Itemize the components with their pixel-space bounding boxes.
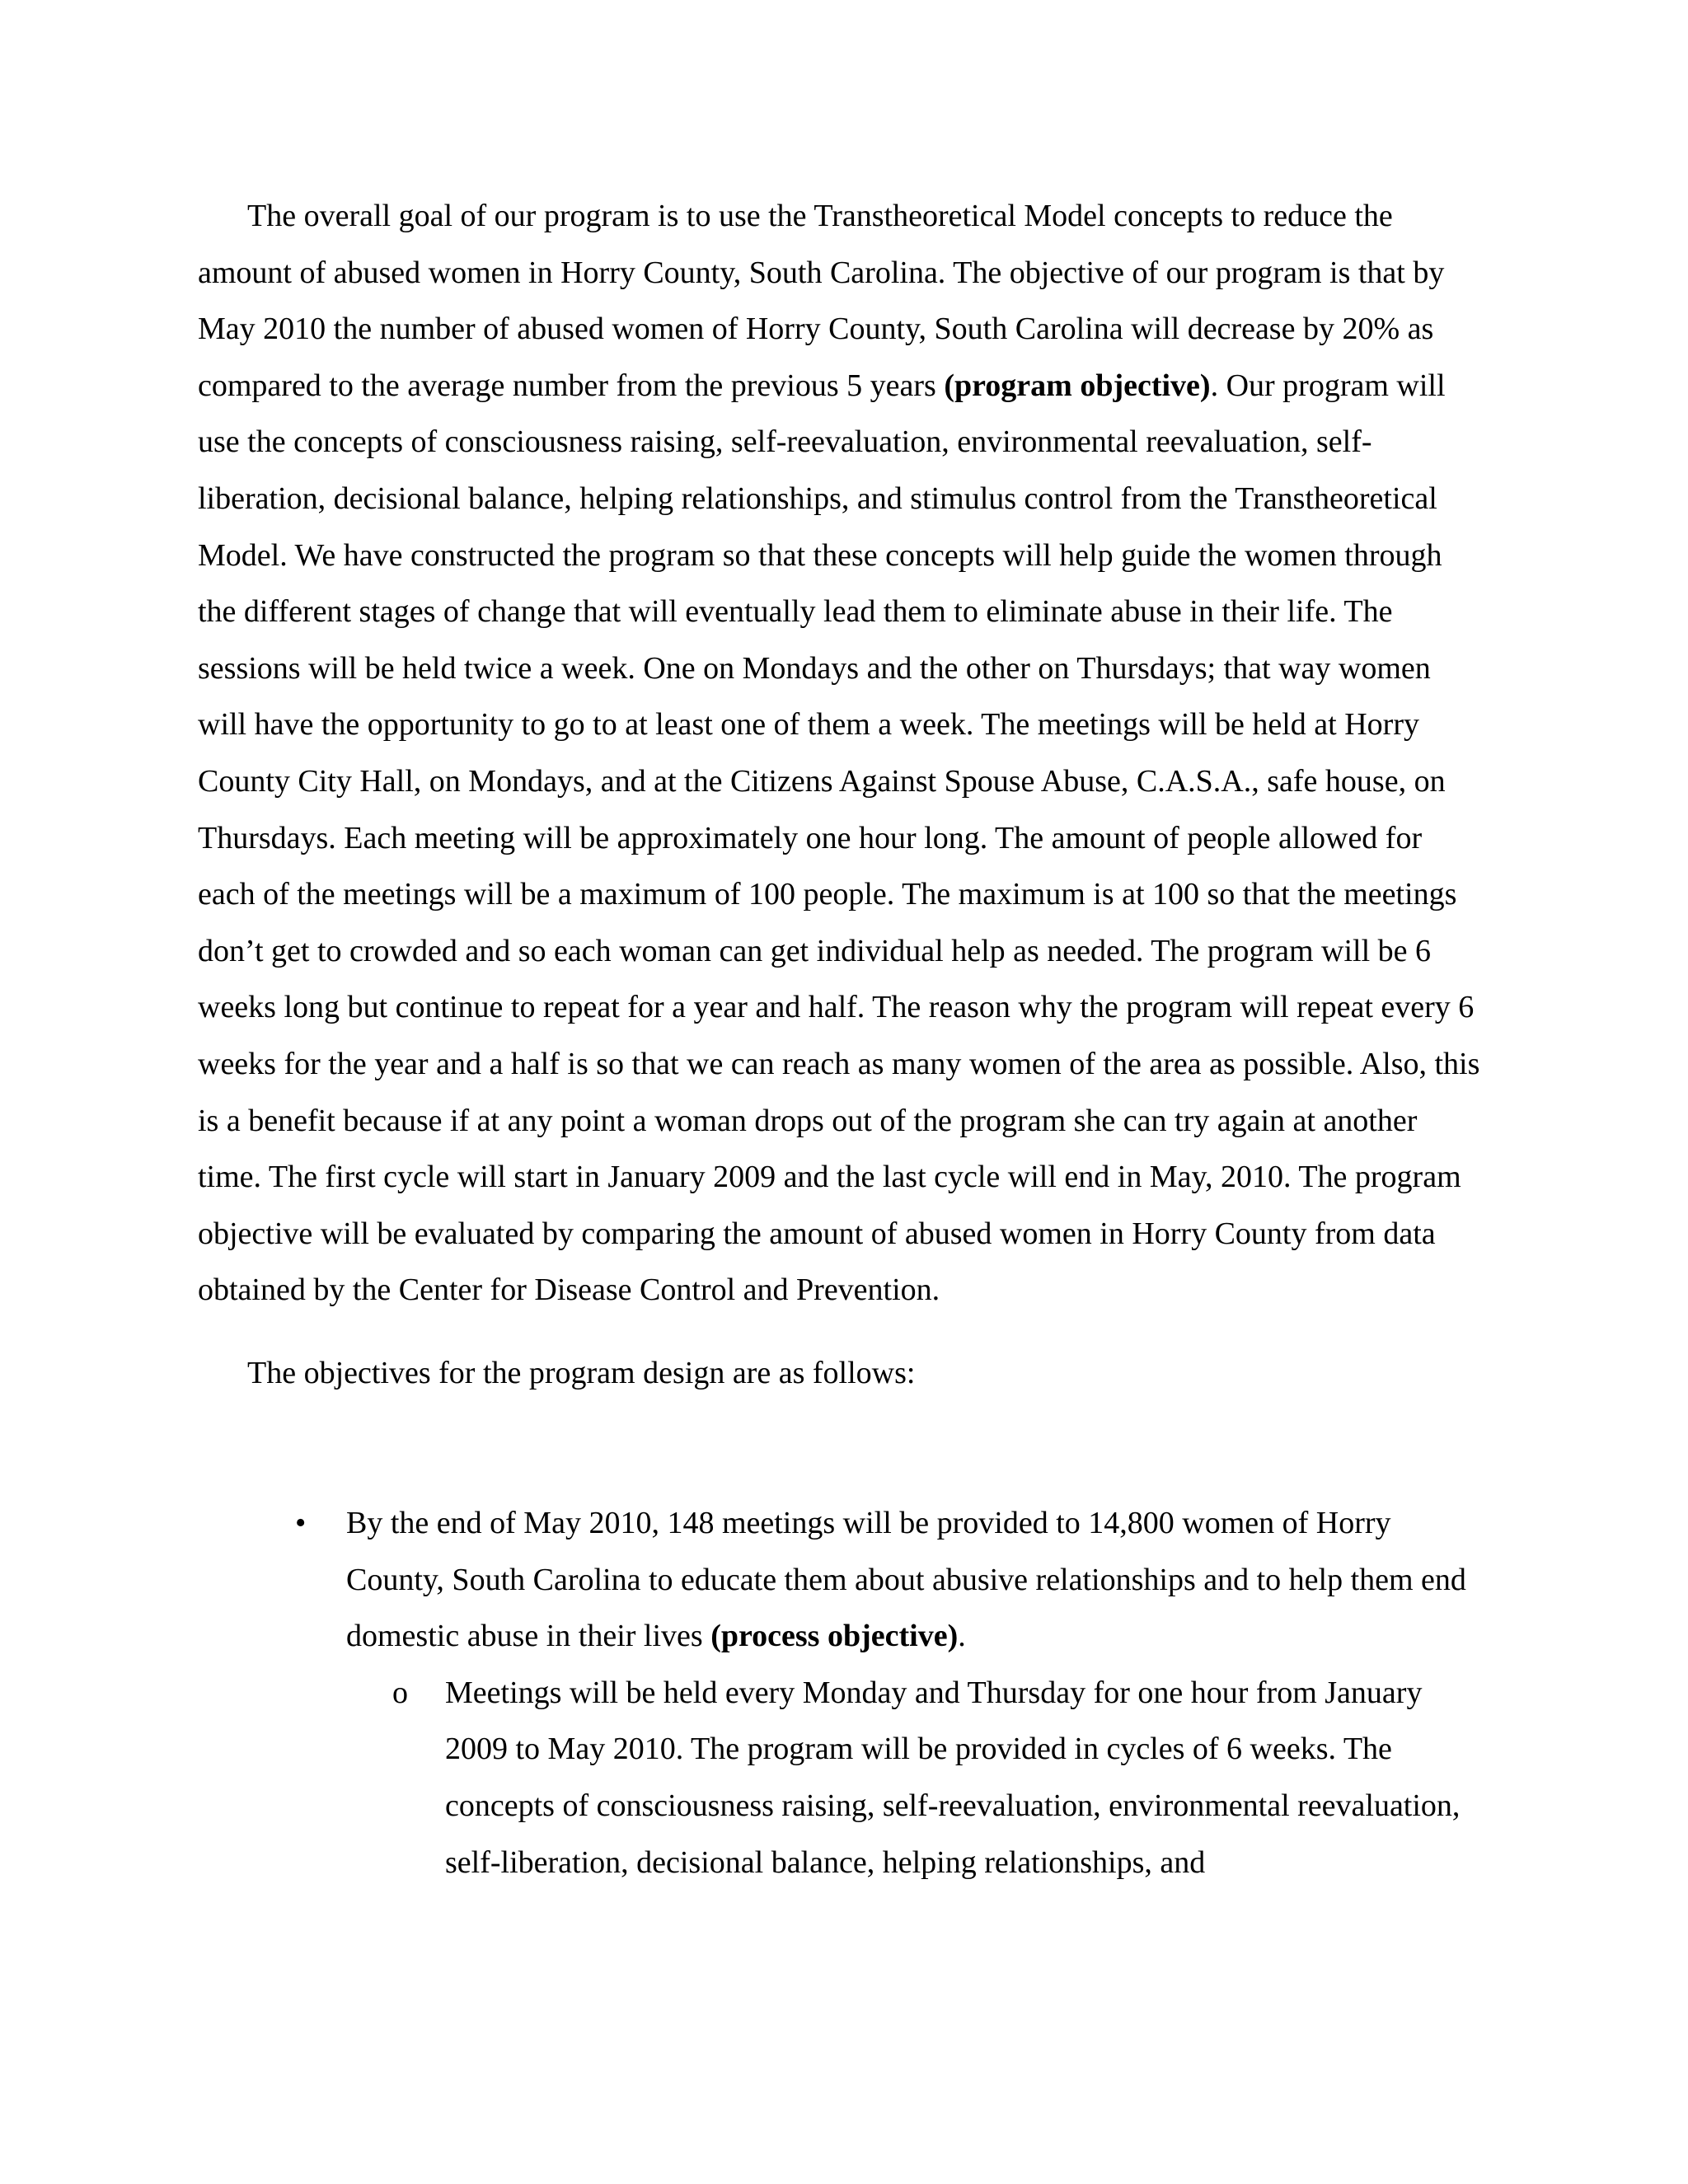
sub-bullet-marker: o xyxy=(392,1675,408,1710)
body-text xyxy=(198,188,1484,1401)
paragraph-objectives-intro: The objectives for the program design are as follows: xyxy=(247,1355,916,1390)
process-objective-label: (process objective) xyxy=(710,1619,959,1654)
objectives-list xyxy=(198,1495,1484,1891)
list-item xyxy=(198,1495,1484,1665)
bullet-marker: • xyxy=(295,1506,307,1540)
paragraph-run: . Our program will use the concepts of consciousness raising, self-reevaluation, environmental reevaluation, self-liberation, decisional balance, helping relationships, and stimulus control from the Transtheoretical Model. We have constructed the program so that these concepts will help guide the women through the different stages of change that will eventually lead them to eliminate abuse in their life. The sessions will be held twice a week. One on Mondays and the other on Thursdays; that way women will have the opportunity to go to at least one of them a week. The meetings will be held at Horry County City Hall, on Mondays, and at the Citizens Against Spouse Abuse, C.A.S.A., safe house, on Thursdays. Each meeting will be approximately one hour long. The amount of people allowed for each of the meetings will be a maximum of 100 people. The maximum is at 100 so that the meetings don’t get to crowded and so each woman can get individual help as needed. The program will be 6 weeks long but continue to repeat for a year and half. The reason why the program will repeat every 6 weeks for the year and a half is so that we can reach as many women of the area as possible. Also, this is a benefit because if at any point a woman drops out of the program she can try again at another time. The first cycle will start in January 2009 and the last cycle will end in May, 2010. The program objective will be evaluated by comparing the amount of abused women in Horry County from data obtained by the Center for Disease Control and Prevention. xyxy=(198,368,1480,1308)
sub-bullet-text: Meetings will be held every Monday and Thursday for one hour from January 2009 to May 2010. The program will be provided in cycles of 6 weeks. The concepts of consciousness raising, self-reevaluation, environmental reevaluation, self-liberation, decisional balance, helping relationships, and xyxy=(445,1675,1461,1880)
sub-list-item xyxy=(198,1665,1484,1891)
bullet-run: By the end of May 2010, 148 meetings will be provided to 14,800 women of Horry County, South Carolina to educate them about abusive relationships and to help them end domestic abuse in their lives xyxy=(346,1506,1466,1654)
paragraph-program-goal xyxy=(198,188,1484,1319)
paragraph-run: The overall goal of our program is to use the Transtheoretical Model concepts to reduce the amount of abused women in Horry County, South Carolina. The objective of our program is that by May 2010 the number of abused women of Horry County, South Carolina will decrease by 20% as compared to the average number from the previous 5 years xyxy=(198,199,1445,403)
program-objective-label: (program objective) xyxy=(944,368,1211,403)
bullet-run: . xyxy=(958,1619,966,1654)
